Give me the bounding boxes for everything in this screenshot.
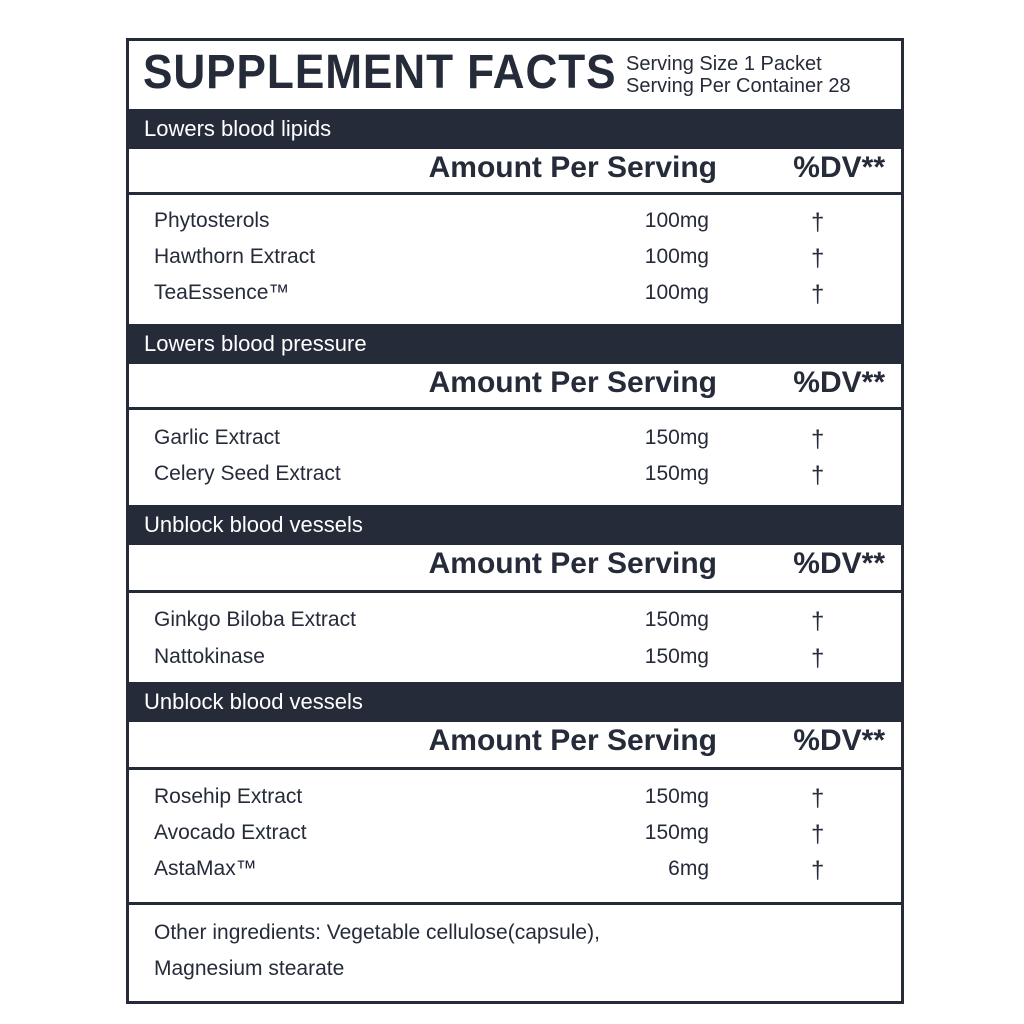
ingredient-name: Phytosterols bbox=[154, 209, 270, 232]
ingredient-name: Avocado Extract bbox=[154, 821, 307, 844]
title-row bbox=[129, 41, 901, 109]
column-headers bbox=[129, 545, 901, 593]
supplement-facts-panel bbox=[126, 38, 904, 1004]
ingredient-row bbox=[129, 853, 901, 889]
dv-value: † bbox=[811, 821, 825, 848]
ingredient-name: AstaMax™ bbox=[154, 857, 257, 880]
other-ingredients-line-2: Magnesium stearate bbox=[154, 957, 345, 980]
ingredient-row bbox=[129, 277, 901, 313]
section-header: Unblock blood vessels bbox=[129, 505, 901, 545]
dv-value: † bbox=[811, 281, 825, 308]
amount-header: Amount Per Serving bbox=[428, 724, 717, 757]
column-headers bbox=[129, 149, 901, 195]
dv-header: %DV** bbox=[793, 366, 885, 399]
ingredient-name: Rosehip Extract bbox=[154, 785, 303, 808]
ingredient-amount: 100mg bbox=[644, 209, 709, 232]
ingredient-amount: 6mg bbox=[668, 857, 709, 880]
ingredient-name: Garlic Extract bbox=[154, 426, 281, 449]
amount-header: Amount Per Serving bbox=[428, 547, 717, 580]
dv-value: † bbox=[811, 426, 825, 453]
ingredient-row bbox=[129, 205, 901, 241]
ingredient-row bbox=[129, 422, 901, 458]
ingredient-name: Hawthorn Extract bbox=[154, 245, 316, 268]
column-headers bbox=[129, 364, 901, 410]
dv-header: %DV** bbox=[793, 151, 885, 184]
ingredient-amount: 100mg bbox=[644, 245, 709, 268]
dv-value: † bbox=[811, 785, 825, 812]
dv-value: † bbox=[811, 608, 825, 635]
dv-header: %DV** bbox=[793, 724, 885, 757]
ingredient-row bbox=[129, 241, 901, 277]
ingredient-name: TeaEssence™ bbox=[154, 281, 290, 304]
other-ingredients-line-1: Other ingredients: Vegetable cellulose(capsule), bbox=[154, 921, 600, 944]
dv-value: † bbox=[811, 645, 825, 672]
ingredient-name: Nattokinase bbox=[154, 645, 265, 668]
section-header: Lowers blood pressure bbox=[129, 324, 901, 364]
other-ingredients bbox=[129, 902, 901, 980]
dv-header: %DV** bbox=[793, 547, 885, 580]
section-header: Unblock blood vessels bbox=[129, 682, 901, 722]
dv-value: † bbox=[811, 209, 825, 236]
dv-value: † bbox=[811, 245, 825, 272]
dv-value: † bbox=[811, 857, 825, 884]
ingredient-amount: 150mg bbox=[644, 645, 709, 668]
column-headers bbox=[129, 722, 901, 770]
dv-value: † bbox=[811, 462, 825, 489]
ingredient-row bbox=[129, 604, 901, 640]
ingredient-amount: 100mg bbox=[644, 281, 709, 304]
servings-per-container: Serving Per Container 28 bbox=[626, 75, 851, 97]
ingredient-amount: 150mg bbox=[644, 426, 709, 449]
ingredient-name: Ginkgo Biloba Extract bbox=[154, 608, 356, 631]
amount-header: Amount Per Serving bbox=[428, 151, 717, 184]
section-header: Lowers blood lipids bbox=[129, 109, 901, 149]
serving-info bbox=[626, 53, 851, 97]
ingredient-row bbox=[129, 817, 901, 853]
ingredient-name: Celery Seed Extract bbox=[154, 462, 341, 485]
ingredient-amount: 150mg bbox=[644, 462, 709, 485]
ingredient-amount: 150mg bbox=[644, 785, 709, 808]
ingredient-amount: 150mg bbox=[644, 608, 709, 631]
ingredient-row bbox=[129, 641, 901, 677]
ingredient-amount: 150mg bbox=[644, 821, 709, 844]
ingredient-row bbox=[129, 781, 901, 817]
amount-header: Amount Per Serving bbox=[428, 366, 717, 399]
panel-title: SUPPLEMENT FACTS bbox=[143, 46, 617, 99]
ingredient-row bbox=[129, 458, 901, 494]
serving-size: Serving Size 1 Packet bbox=[626, 53, 822, 75]
